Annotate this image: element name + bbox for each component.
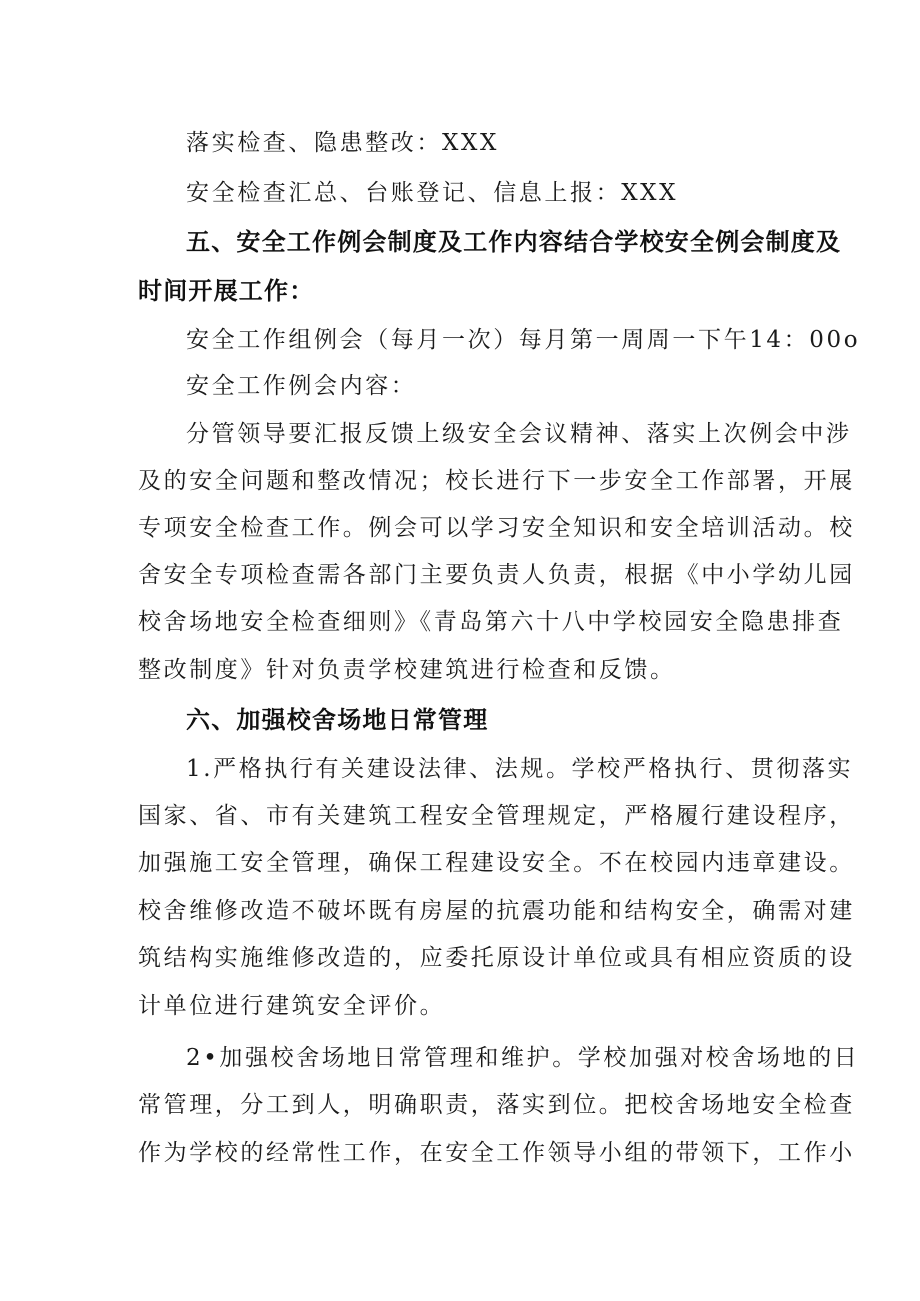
text-line: 作为学校的经常性工作，在安全工作领导小组的带领下，工作小 xyxy=(138,1140,855,1166)
section-heading: 五、安全工作例会制度及工作内容结合学校安全例会制度及 xyxy=(186,228,842,256)
text-line: 国家、省、市有关建筑工程安全管理规定，严格履行建设程序， xyxy=(138,803,855,829)
text-line: 及的安全问题和整改情况；校长进行下一步安全工作部署，开展 xyxy=(138,468,855,494)
text-line: 舍安全专项检查需各部门主要负责人负责，根据《中小学幼儿园 xyxy=(138,562,855,588)
text-line: 加强施工安全管理，确保工程建设安全。不在校园内违章建设。 xyxy=(138,850,855,876)
section-heading-continued: 时间开展工作： xyxy=(138,277,315,305)
text-line: 2•加强校舍场地日常管理和维护。学校加强对校舍场地的日 xyxy=(186,1045,860,1071)
text-line: 校舍维修改造不破坏既有房屋的抗震功能和结构安全，确需对建 xyxy=(138,898,855,924)
text-line: 分管领导要汇报反馈上级安全会议精神、落实上次例会中涉 xyxy=(186,421,852,447)
text-line: 安全工作例会内容： xyxy=(186,373,417,399)
text-line: 1.严格执行有关建设法律、法规。学校严格执行、贯彻落实 xyxy=(186,756,854,782)
text-line: 校舍场地安全检查细则》《青岛第六十八中学校园安全隐患排查 xyxy=(138,609,844,635)
section-heading: 六、加强校舍场地日常管理 xyxy=(186,706,489,734)
text-line: 计单位进行建筑安全评价。 xyxy=(138,993,446,1019)
text-line: 筑结构实施维修改造的，应委托原设计单位或具有相应资质的设 xyxy=(138,945,855,971)
text-line: 专项安全检查工作。例会可以学习安全知识和安全培训活动。校 xyxy=(138,515,855,541)
text-line: 落实检查、隐患整改：XXX xyxy=(186,130,499,156)
text-line: 常管理，分工到人，明确职责，落实到位。把校舍场地安全检查 xyxy=(138,1092,855,1118)
text-line: 整改制度》针对负责学校建筑进行检查和反馈。 xyxy=(138,657,676,683)
text-line: 安全工作组例会（每月一次）每月第一周周一下午14：00o xyxy=(186,327,861,353)
text-line: 安全检查汇总、台账登记、信息上报：XXX xyxy=(186,180,679,206)
